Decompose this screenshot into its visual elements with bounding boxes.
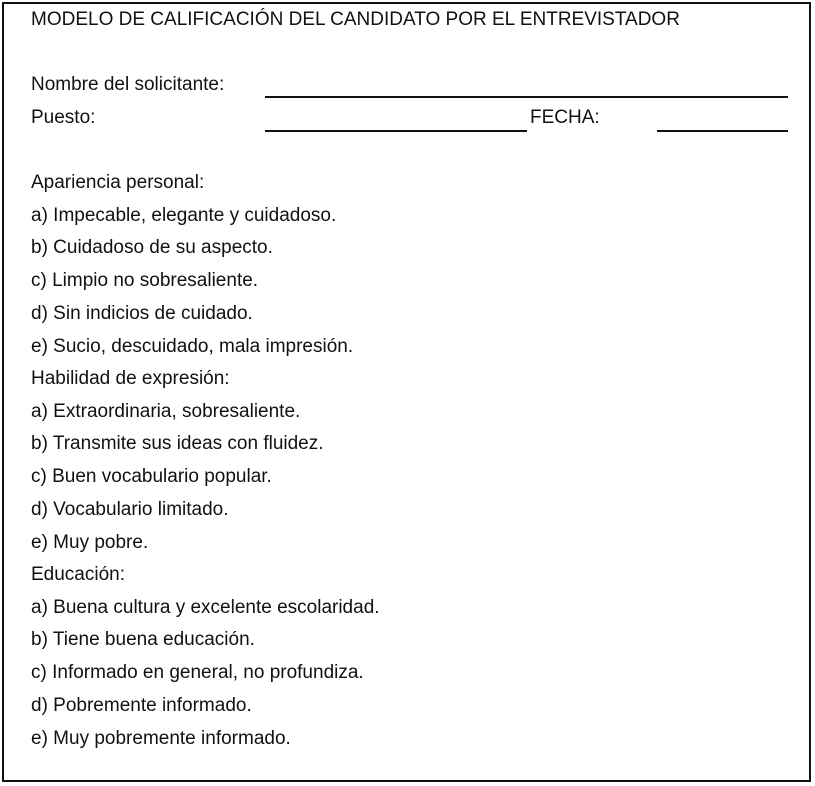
option-item: e) Muy pobremente informado. xyxy=(31,728,291,749)
option-item: e) Muy pobre. xyxy=(31,532,149,553)
option-item: d) Vocabulario limitado. xyxy=(31,499,229,520)
option-item: d) Sin indicios de cuidado. xyxy=(31,303,253,324)
option-item: b) Transmite sus ideas con fluidez. xyxy=(31,433,324,454)
option-item: e) Sucio, descuidado, mala impresión. xyxy=(31,336,354,357)
option-item: a) Impecable, elegante y cuidadoso. xyxy=(31,205,337,226)
applicant-name-line[interactable] xyxy=(265,96,788,98)
section-heading-appearance: Apariencia personal: xyxy=(31,172,205,193)
date-label: FECHA: xyxy=(530,107,600,128)
date-line[interactable] xyxy=(657,130,788,132)
position-line[interactable] xyxy=(265,130,527,132)
option-item: c) Limpio no sobresaliente. xyxy=(31,270,259,291)
option-item: a) Buena cultura y excelente escolaridad. xyxy=(31,597,380,618)
option-item: c) Buen vocabulario popular. xyxy=(31,466,272,487)
option-item: b) Cuidadoso de su aspecto. xyxy=(31,237,273,258)
option-item: c) Informado en general, no profundiza. xyxy=(31,662,364,683)
form-title: MODELO DE CALIFICACIÓN DEL CANDIDATO POR EL ENTREVISTADOR xyxy=(31,9,680,30)
position-label: Puesto: xyxy=(31,107,96,128)
section-heading-education: Educación: xyxy=(31,564,126,585)
option-item: b) Tiene buena educación. xyxy=(31,629,255,650)
option-item: d) Pobremente informado. xyxy=(31,695,252,716)
option-item: a) Extraordinaria, sobresaliente. xyxy=(31,401,301,422)
section-heading-expression: Habilidad de expresión: xyxy=(31,368,230,389)
applicant-name-label: Nombre del solicitante: xyxy=(31,74,225,95)
